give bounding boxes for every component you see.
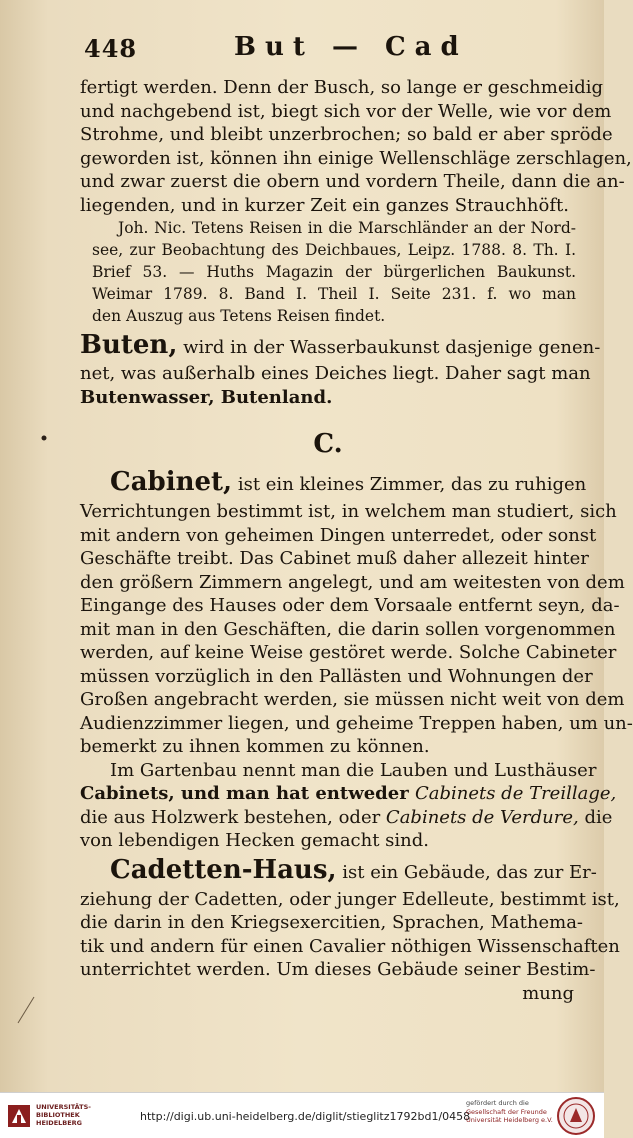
reference-line: den Auszug aus Tetens Reisen findet. (92, 307, 386, 325)
ink-dot-mark (40, 434, 48, 442)
page-body (80, 76, 633, 1005)
text-line: von lebendigen Hecken gemacht sind. (80, 830, 430, 851)
text-line: Strohme, und bleibt unzerbrochen; so bald er aber spröde (80, 124, 613, 145)
text-line: mit andern von geheimen Dingen unterredet, oder sonst (80, 524, 597, 546)
text-line: mit man in den Geschäften, die darin sollen vorgenommen (80, 618, 616, 640)
entry-buten (80, 330, 601, 409)
text-span: Cabinets, und man hat entweder (80, 783, 415, 804)
text-line (80, 782, 617, 806)
library-name (36, 1103, 91, 1127)
entry-first-line (80, 467, 587, 500)
text-line: liegenden, und in kurzer Zeit ein ganzes Strauchhöft. (80, 194, 569, 216)
italic-term: Cabinets de Verdure, (385, 806, 579, 828)
text-line: bemerkt zu ihnen kommen zu können. (80, 736, 430, 757)
text-span: ist ein kleines Zimmer, das zu ruhigen (232, 474, 587, 495)
reference-line: Weimar 1789. 8. Band I. Theil I. Seite 231. f. wo man (92, 285, 576, 303)
funding-line: Gesellschaft der Freunde (466, 1107, 547, 1116)
entry-cadetten-haus (80, 854, 620, 1006)
italic-term: Cabinets de Treillage, (414, 783, 617, 804)
text-line: die darin in den Kriegsexercitien, Sprachen, Mathema- (80, 912, 584, 933)
text-line: Audienzzimmer liegen, und geheime Treppen haben, um un- (80, 712, 633, 734)
page-header (84, 32, 574, 66)
text-line: tik und andern für einen Cavalier nöthigen Wissenschaften (80, 935, 620, 957)
funding-line: gefördert durch die (466, 1099, 529, 1107)
university-seal-icon (556, 1096, 596, 1136)
reference-line: see, zur Beobachtung des Deichbaues, Leipz. 1788. 8. Th. I. (92, 241, 576, 259)
funding-note (466, 1099, 553, 1125)
text-span: die aus Holzwerk bestehen, oder (80, 806, 386, 828)
text-span: ist ein Gebäude, das zur Er- (336, 861, 597, 883)
entry-cabinet (80, 467, 633, 853)
lemma-buten: Buten, (80, 330, 178, 360)
text-line: Großen angebracht werden, sie müssen nicht weit von dem (80, 689, 625, 710)
text-line: und zwar zuerst die obern und vordern Theile, dann die an- (80, 171, 625, 192)
text-line: geworden ist, können ihn einige Wellenschläge zerschlagen, (80, 147, 632, 169)
reference-line: Joh. Nic. Tetens Reisen in die Marschländer an der Nord- (118, 219, 576, 237)
text-line: werden, auf keine Weise gestöret werde. Solche Cabineter (80, 642, 617, 663)
text-line: net, was außerhalb eines Deiches liegt. Daher sagt man (80, 363, 591, 384)
reference-block (80, 217, 576, 327)
pencil-stroke-mark (14, 995, 38, 1025)
text-line: fertigt werden. Denn der Busch, so lange er geschmeidig (80, 77, 604, 98)
library-logo-icon (6, 1101, 36, 1131)
funding-line: Universität Heidelberg e.V. (466, 1116, 553, 1124)
text-line: Verrichtungen bestimmt ist, in welchem man studiert, sich (80, 501, 617, 522)
page-number: 448 (84, 34, 138, 63)
paragraph-busch (80, 76, 632, 217)
text-line: Eingange des Hauses oder dem Vorsaale entfernt seyn, da- (80, 595, 620, 616)
lemma-cadetten-haus: Cadetten-Haus, (110, 854, 337, 885)
text-line (80, 806, 613, 830)
text-line: Geschäfte treibt. Das Cabinet muß daher allezeit hinter (80, 548, 589, 569)
text-line: unterrichtet werden. Um dieses Gebäude seiner Bestim- (80, 959, 596, 980)
text-line: ziehung der Cadetten, oder junger Edelleute, bestimmt ist, (80, 888, 620, 910)
text-line: und nachgebend ist, biegt sich vor der Welle, wie vor dem (80, 100, 612, 122)
lemma-cabinet: Cabinet, (110, 467, 233, 497)
reference-line: Brief 53. — Huths Magazin der bürgerlichen Baukunst. (92, 263, 576, 281)
entry-first-line (80, 854, 597, 888)
running-head: But — Cad (234, 32, 468, 62)
digitization-footer (0, 1092, 604, 1138)
text-line: müssen vorzüglich in den Pallästen und Wohnungen der (80, 665, 593, 687)
text-span: die (578, 806, 613, 828)
section-letter: C. (313, 429, 343, 459)
text-line: den größern Zimmern angelegt, und am weitesten von dem (80, 571, 625, 593)
entry-first-line (80, 330, 601, 362)
library-name-line: UNIVERSITÄTS- (36, 1103, 91, 1111)
catchword: mung (522, 982, 574, 1004)
library-name-line: HEIDELBERG (36, 1119, 83, 1127)
permalink-url[interactable]: http://digi.ub.uni-heidelberg.de/diglit/stieglitz1792bd1/0458 (140, 1110, 471, 1123)
text-line: Im Gartenbau nennt man die Lauben und Lusthäuser (110, 759, 597, 781)
library-name-line: BIBLIOTHEK (36, 1111, 80, 1119)
text-line: Butenwasser, Butenland. (80, 386, 333, 408)
text-span: wird in der Wasserbaukunst dasjenige genen- (177, 337, 601, 358)
